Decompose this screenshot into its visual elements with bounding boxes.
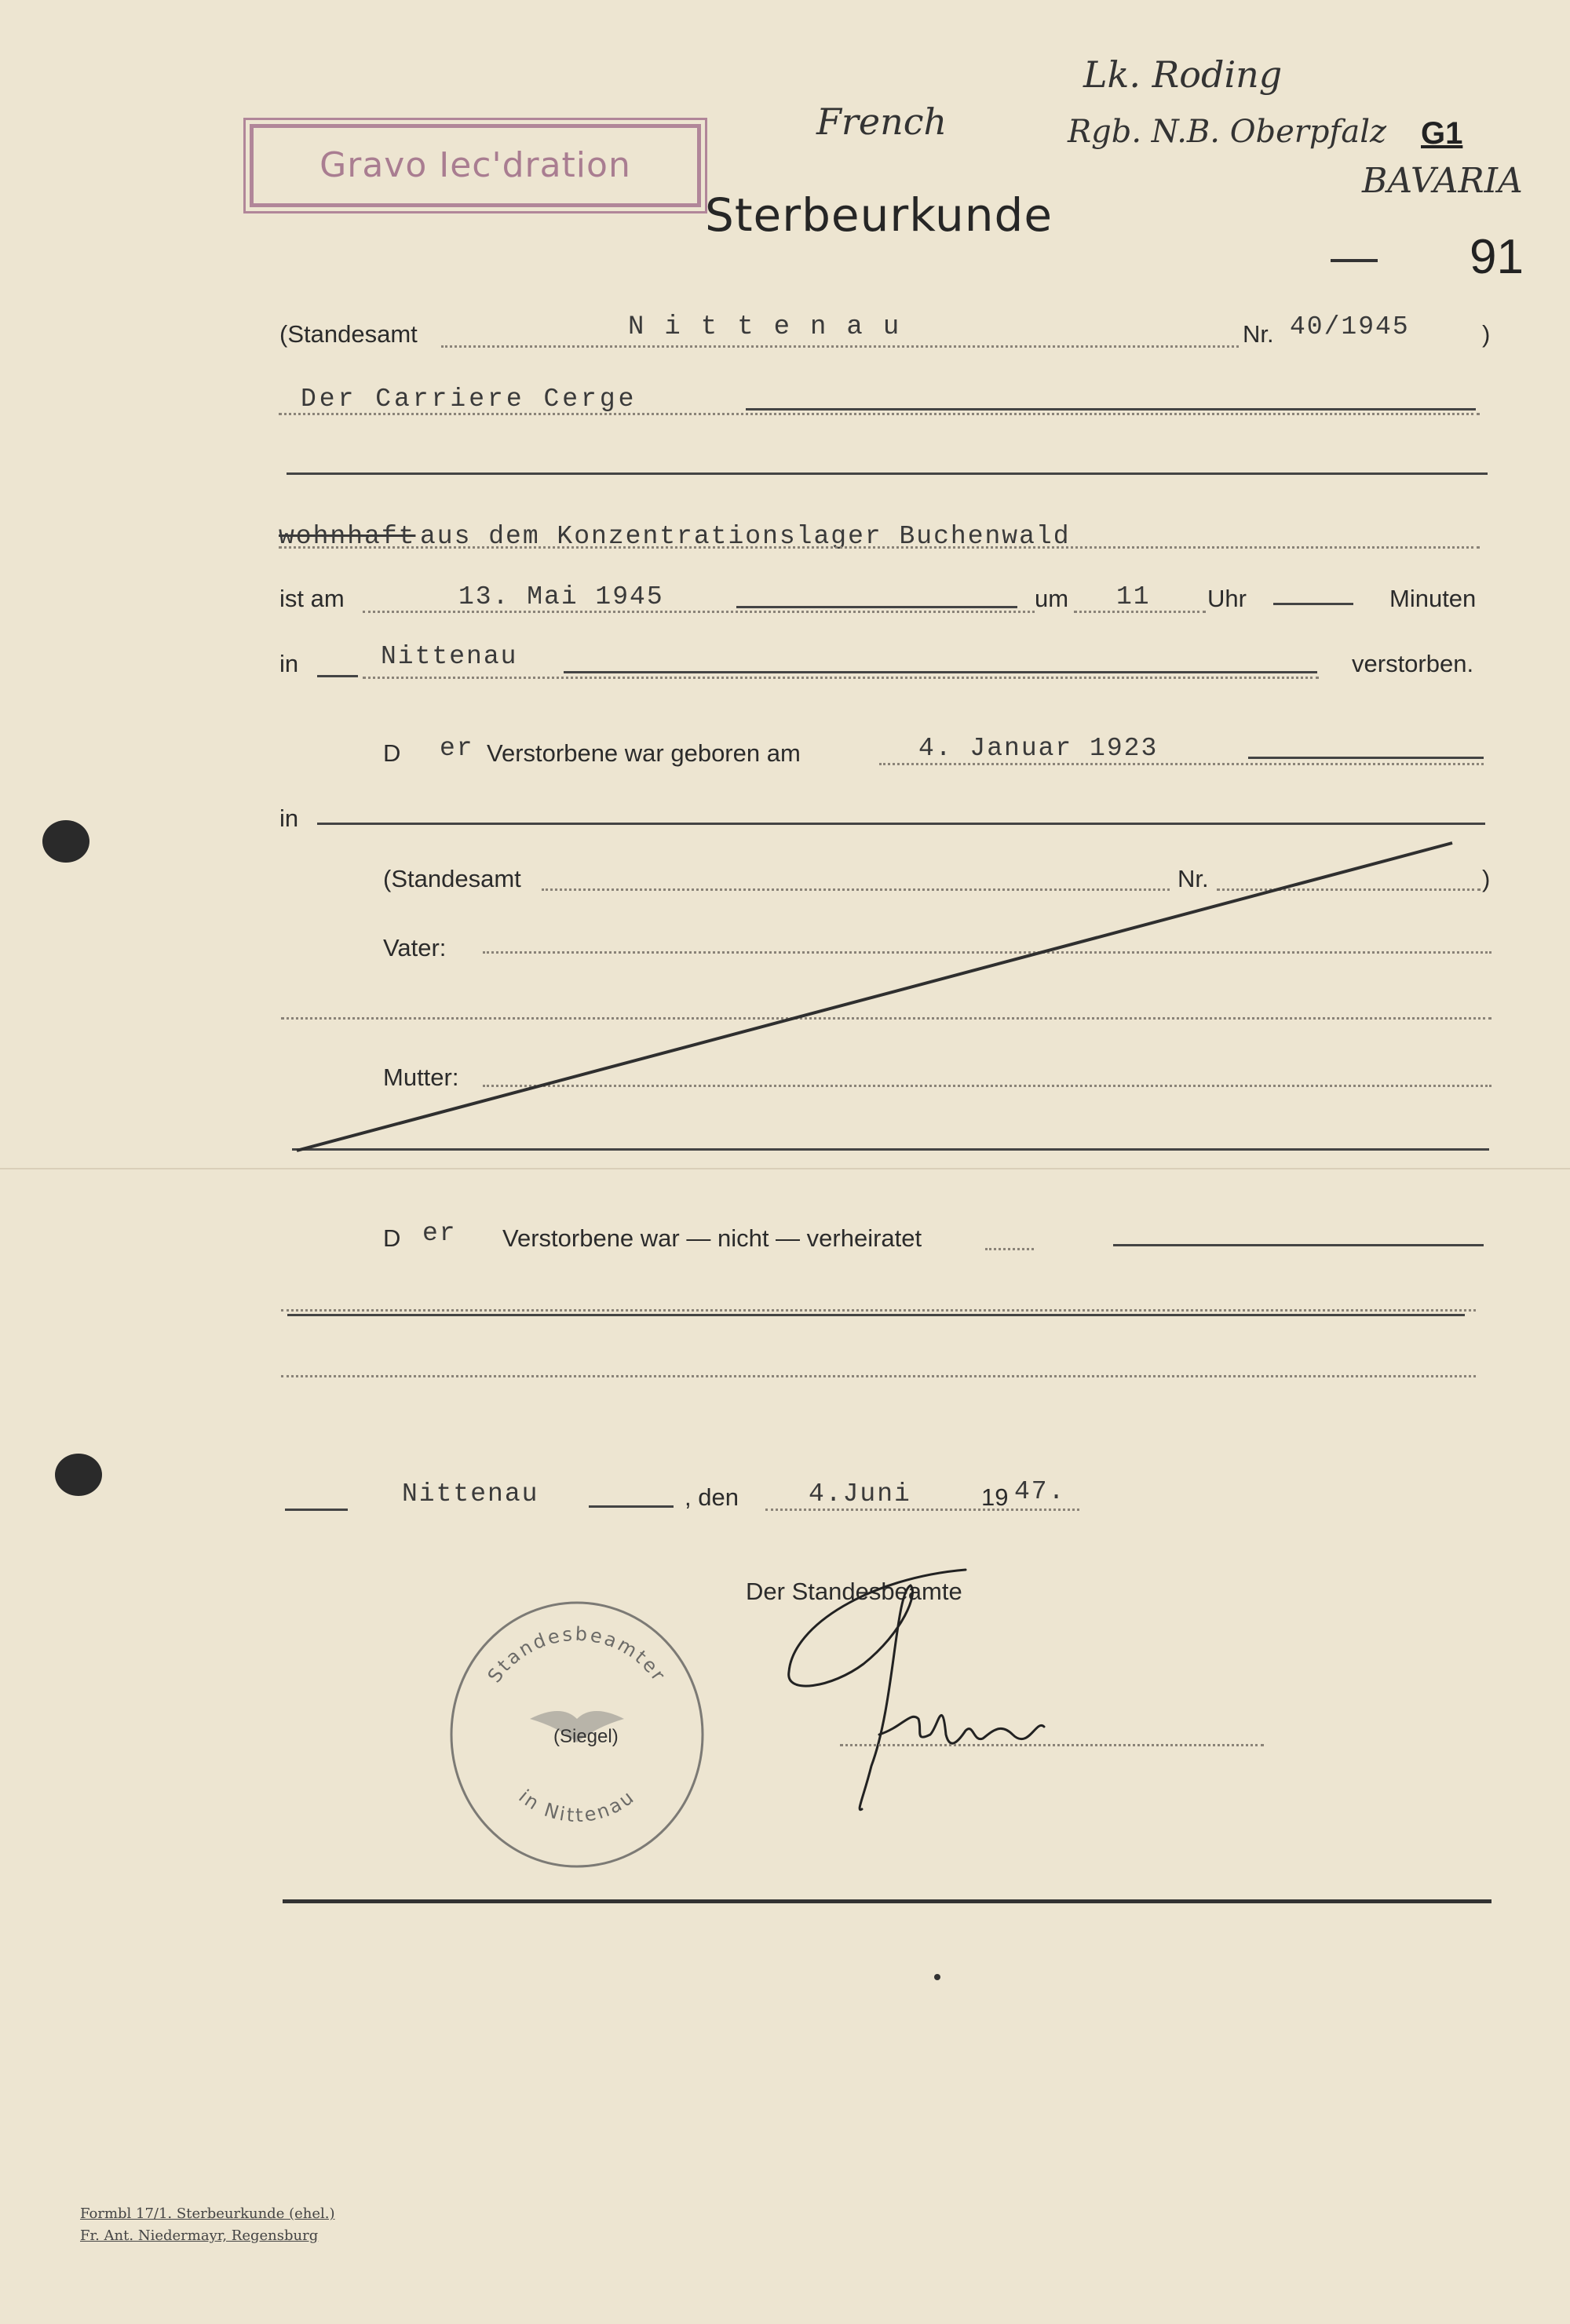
den-label: , den xyxy=(685,1483,739,1511)
mutter-label: Mutter: xyxy=(383,1063,459,1091)
signature xyxy=(777,1562,1075,1829)
footer-printer: Fr. Ant. Niedermayr, Regensburg xyxy=(80,2227,319,2244)
nr-label: Nr. xyxy=(1243,320,1274,348)
in-label: in xyxy=(279,650,299,677)
issue-year-suffix: 47. xyxy=(1014,1477,1066,1506)
marital-text: Verstorbene war — nicht — verheiratet xyxy=(502,1224,922,1252)
um-label: um xyxy=(1035,585,1069,612)
standesamt-label: (Standesamt xyxy=(279,320,418,348)
page-number: 91 xyxy=(1470,230,1524,284)
issue-prefix-line xyxy=(285,1509,348,1511)
annotation-bavaria: BAVARIA xyxy=(1362,161,1523,201)
marital-gender: er xyxy=(422,1219,457,1248)
standesbeamte-label: Der Standesbeamte xyxy=(746,1578,962,1605)
seal-ring-bottom: in Nittenau xyxy=(514,1785,640,1827)
deceased-name: Der Carriere Cerge xyxy=(301,385,637,414)
marital-dotted-line-2 xyxy=(281,1309,1476,1312)
seal-label: (Siegel) xyxy=(553,1726,619,1747)
issue-place-line xyxy=(589,1505,674,1508)
registry-office: Nittenau xyxy=(628,312,920,342)
annotation-region: Rgb. N.B. Oberpfalz xyxy=(1068,114,1387,150)
minuten-label: Minuten xyxy=(1389,585,1477,612)
death-date: 13. Mai 1945 xyxy=(458,582,664,611)
ist-am-label: ist am xyxy=(279,585,345,612)
annotation-french: French xyxy=(816,100,947,143)
marital-line xyxy=(1113,1244,1484,1246)
svg-text:Standesbeamter xyxy=(484,1623,671,1687)
birth-in-label: in xyxy=(279,804,299,832)
vater-label: Vater: xyxy=(383,934,447,961)
issue-date-dotted-line xyxy=(765,1509,1079,1511)
marital-dotted-line xyxy=(985,1248,1034,1250)
death-hour: 11 xyxy=(1116,582,1151,611)
issue-year-prefix: 19 xyxy=(981,1483,1009,1511)
svg-text:in Nittenau xyxy=(514,1785,639,1826)
verstorben-label: verstorben. xyxy=(1352,650,1474,677)
birth-prefix: D xyxy=(383,739,401,767)
registry-number: 40/1945 xyxy=(1290,312,1410,341)
birth-close: ) xyxy=(1482,865,1491,892)
death-place: Nittenau xyxy=(381,642,518,671)
residence-value: aus dem Konzentrationslager Buchenwald xyxy=(420,522,1071,551)
dot-mark xyxy=(934,1974,940,1980)
punch-hole-lower xyxy=(55,1454,102,1496)
annotation-location: Lk. Roding xyxy=(1083,53,1283,96)
footer-form: Formbl 17/1. Sterbeurkunde (ehel.) xyxy=(80,2205,335,2222)
marital-prefix: D xyxy=(383,1224,401,1252)
marital-line-2 xyxy=(287,1314,1465,1316)
issue-date: 4.Juni xyxy=(809,1479,911,1509)
wohnhaft-struck: wohnhaft xyxy=(279,522,416,551)
official-seal xyxy=(436,1593,718,1876)
birth-text: Verstorbene war geboren am xyxy=(487,739,801,767)
birth-nr-label: Nr. xyxy=(1178,865,1209,892)
signature-dotted-line xyxy=(840,1744,1264,1746)
seal-ring-top: Standesbeamter xyxy=(483,1622,671,1687)
registry-close: ) xyxy=(1482,320,1491,348)
document-title: Sterbeurkunde xyxy=(705,188,1053,242)
annotation-g1: G1 xyxy=(1421,116,1463,151)
bottom-rule xyxy=(283,1899,1492,1903)
uhr-label: Uhr xyxy=(1207,585,1247,612)
birth-standesamt-label: (Standesamt xyxy=(383,865,521,892)
birth-gender: er xyxy=(440,734,474,763)
marital-dotted-line-3 xyxy=(281,1375,1476,1377)
issue-place: Nittenau xyxy=(402,1479,539,1509)
birth-date: 4. Januar 1923 xyxy=(918,734,1159,763)
grave-registration-stamp: Gravo Iec'dration xyxy=(250,124,701,207)
